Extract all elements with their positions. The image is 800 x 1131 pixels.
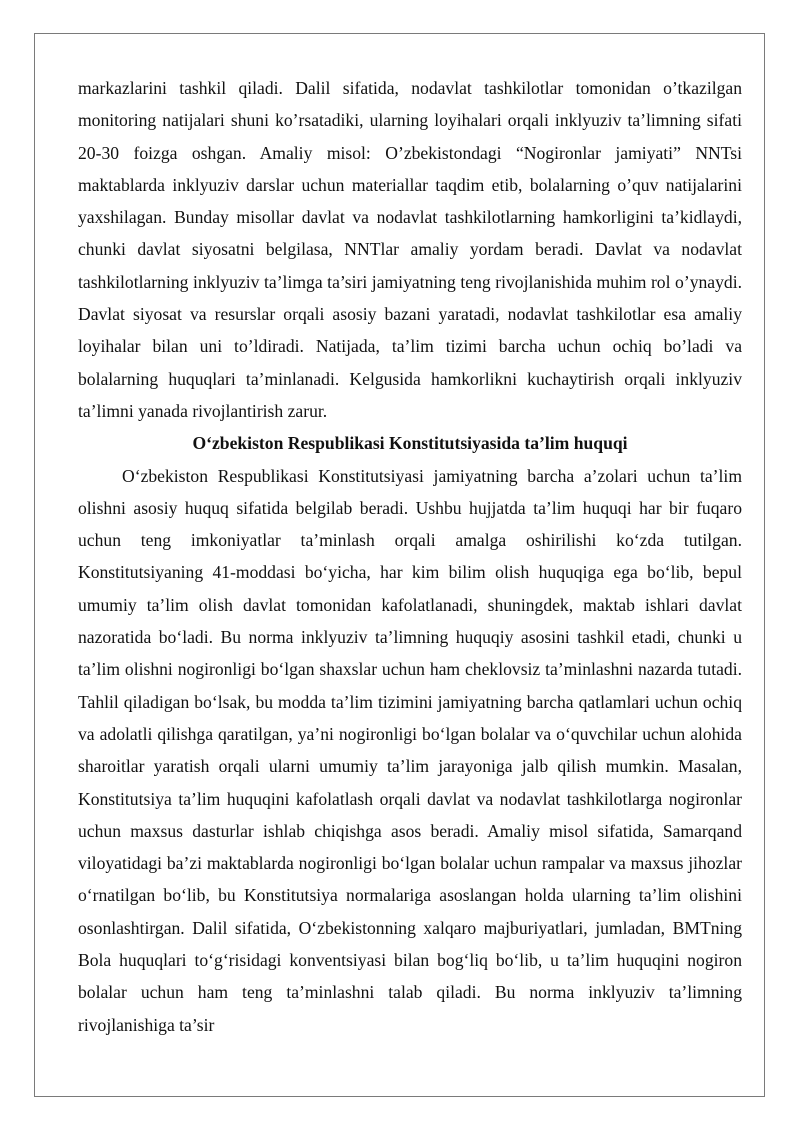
body-paragraph-1: markazlarini tashkil qiladi. Dalil sifatida, nodavlat tashkilotlar tomonidan o’tkazilgan monitoring natijalari shuni ko’rsatadiki, ularning loyihalari orqali inklyuziv ta’limning sifati 20-30 foizga oshgan. Amaliy misol: O’zbekistondagi “Nogironlar jamiyati” NNTsi maktablarda inklyuziv darslar uchun materiallar taqdim etib, bolalarning o’quv natijalarini yaxshilagan. Bunday misollar davlat va nodavlat tashkilotlarning hamkorligini ta’kidlaydi, chunki davlat siyosatni belgilasa, NNTlar amaliy yordam beradi. Davlat va nodavlat tashkilotlarning inklyuziv ta’limga ta’siri jamiyatning teng rivojlanishida muhim rol o’ynaydi. Davlat siyosat va resurslar orqali asosiy bazani yaratadi, nodavlat tashkilotlar esa amaliy loyihalar bilan uni to’ldiradi. Natijada, ta’lim tizimi barcha uchun ochiq bo’ladi va bolalarning huquqlari ta’minlanadi. Kelgusida hamkorlikni kuchaytirish orqali inklyuziv ta’limni yanada rivojlantirish zarur. (78, 78, 742, 421)
document-body (78, 72, 742, 1041)
body-paragraph-2: O‘zbekiston Respublikasi Konstitutsiyasi jamiyatning barcha a’zolari uchun ta’lim olishni asosiy huquq sifatida belgilab beradi. Ushbu hujjatda ta’lim huquqi har bir fuqaro uchun teng imkoniyatlar ta’minlash orqali amalga oshirilishi ko‘zda tutilgan. Konstitutsiyaning 41-moddasi bo‘yicha, har kim bilim olish huquqiga ega bo‘lib, bepul umumiy ta’lim olish davlat tomonidan kafolatlanadi, shuningdek, maktab ishlari davlat nazoratida bo‘ladi. Bu norma inklyuziv ta’limning huquqiy asosini tashkil etadi, chunki u ta’lim olishni nogironligi bo‘lgan shaxslar uchun ham cheklovsiz ta’minlashni nazarda tutadi. Tahlil qiladigan bo‘lsak, bu modda ta’lim tizimini jamiyatning barcha qatlamlari uchun ochiq va adolatli qilishga qaratilgan, ya’ni nogironligi bo‘lgan bolalar va o‘quvchilar uchun alohida sharoitlar yaratish orqali ularni umumiy ta’lim jarayoniga jalb qilish mumkin. Masalan, Konstitutsiya ta’lim huquqini kafolatlash orqali davlat va nodavlat tashkilotlarga nogironlar uchun maxsus dasturlar ishlab chiqishga asos beradi. Amaliy misol sifatida, Samarqand viloyatidagi ba’zi maktablarda nogironligi bo‘lgan bolalar uchun rampalar va maxsus jihozlar o‘rnatilgan bo‘lib, bu Konstitutsiya normalariga asoslangan holda ularning ta’lim olishini osonlashtirgan. Dalil sifatida, O‘zbekistonning xalqaro majburiyatlari, jumladan, BMTning Bola huquqlari to‘g‘risidagi konventsiyasi bilan bog‘liq bo‘lib, u ta’lim huquqini nogiron bolalar uchun ham teng ta’minlashni talab qiladi. Bu norma inklyuziv ta’limning rivojlanishiga ta’sir (78, 465, 742, 1035)
section-heading: O‘zbekiston Respublikasi Konstitutsiyasida ta’lim huquqi (192, 433, 628, 454)
